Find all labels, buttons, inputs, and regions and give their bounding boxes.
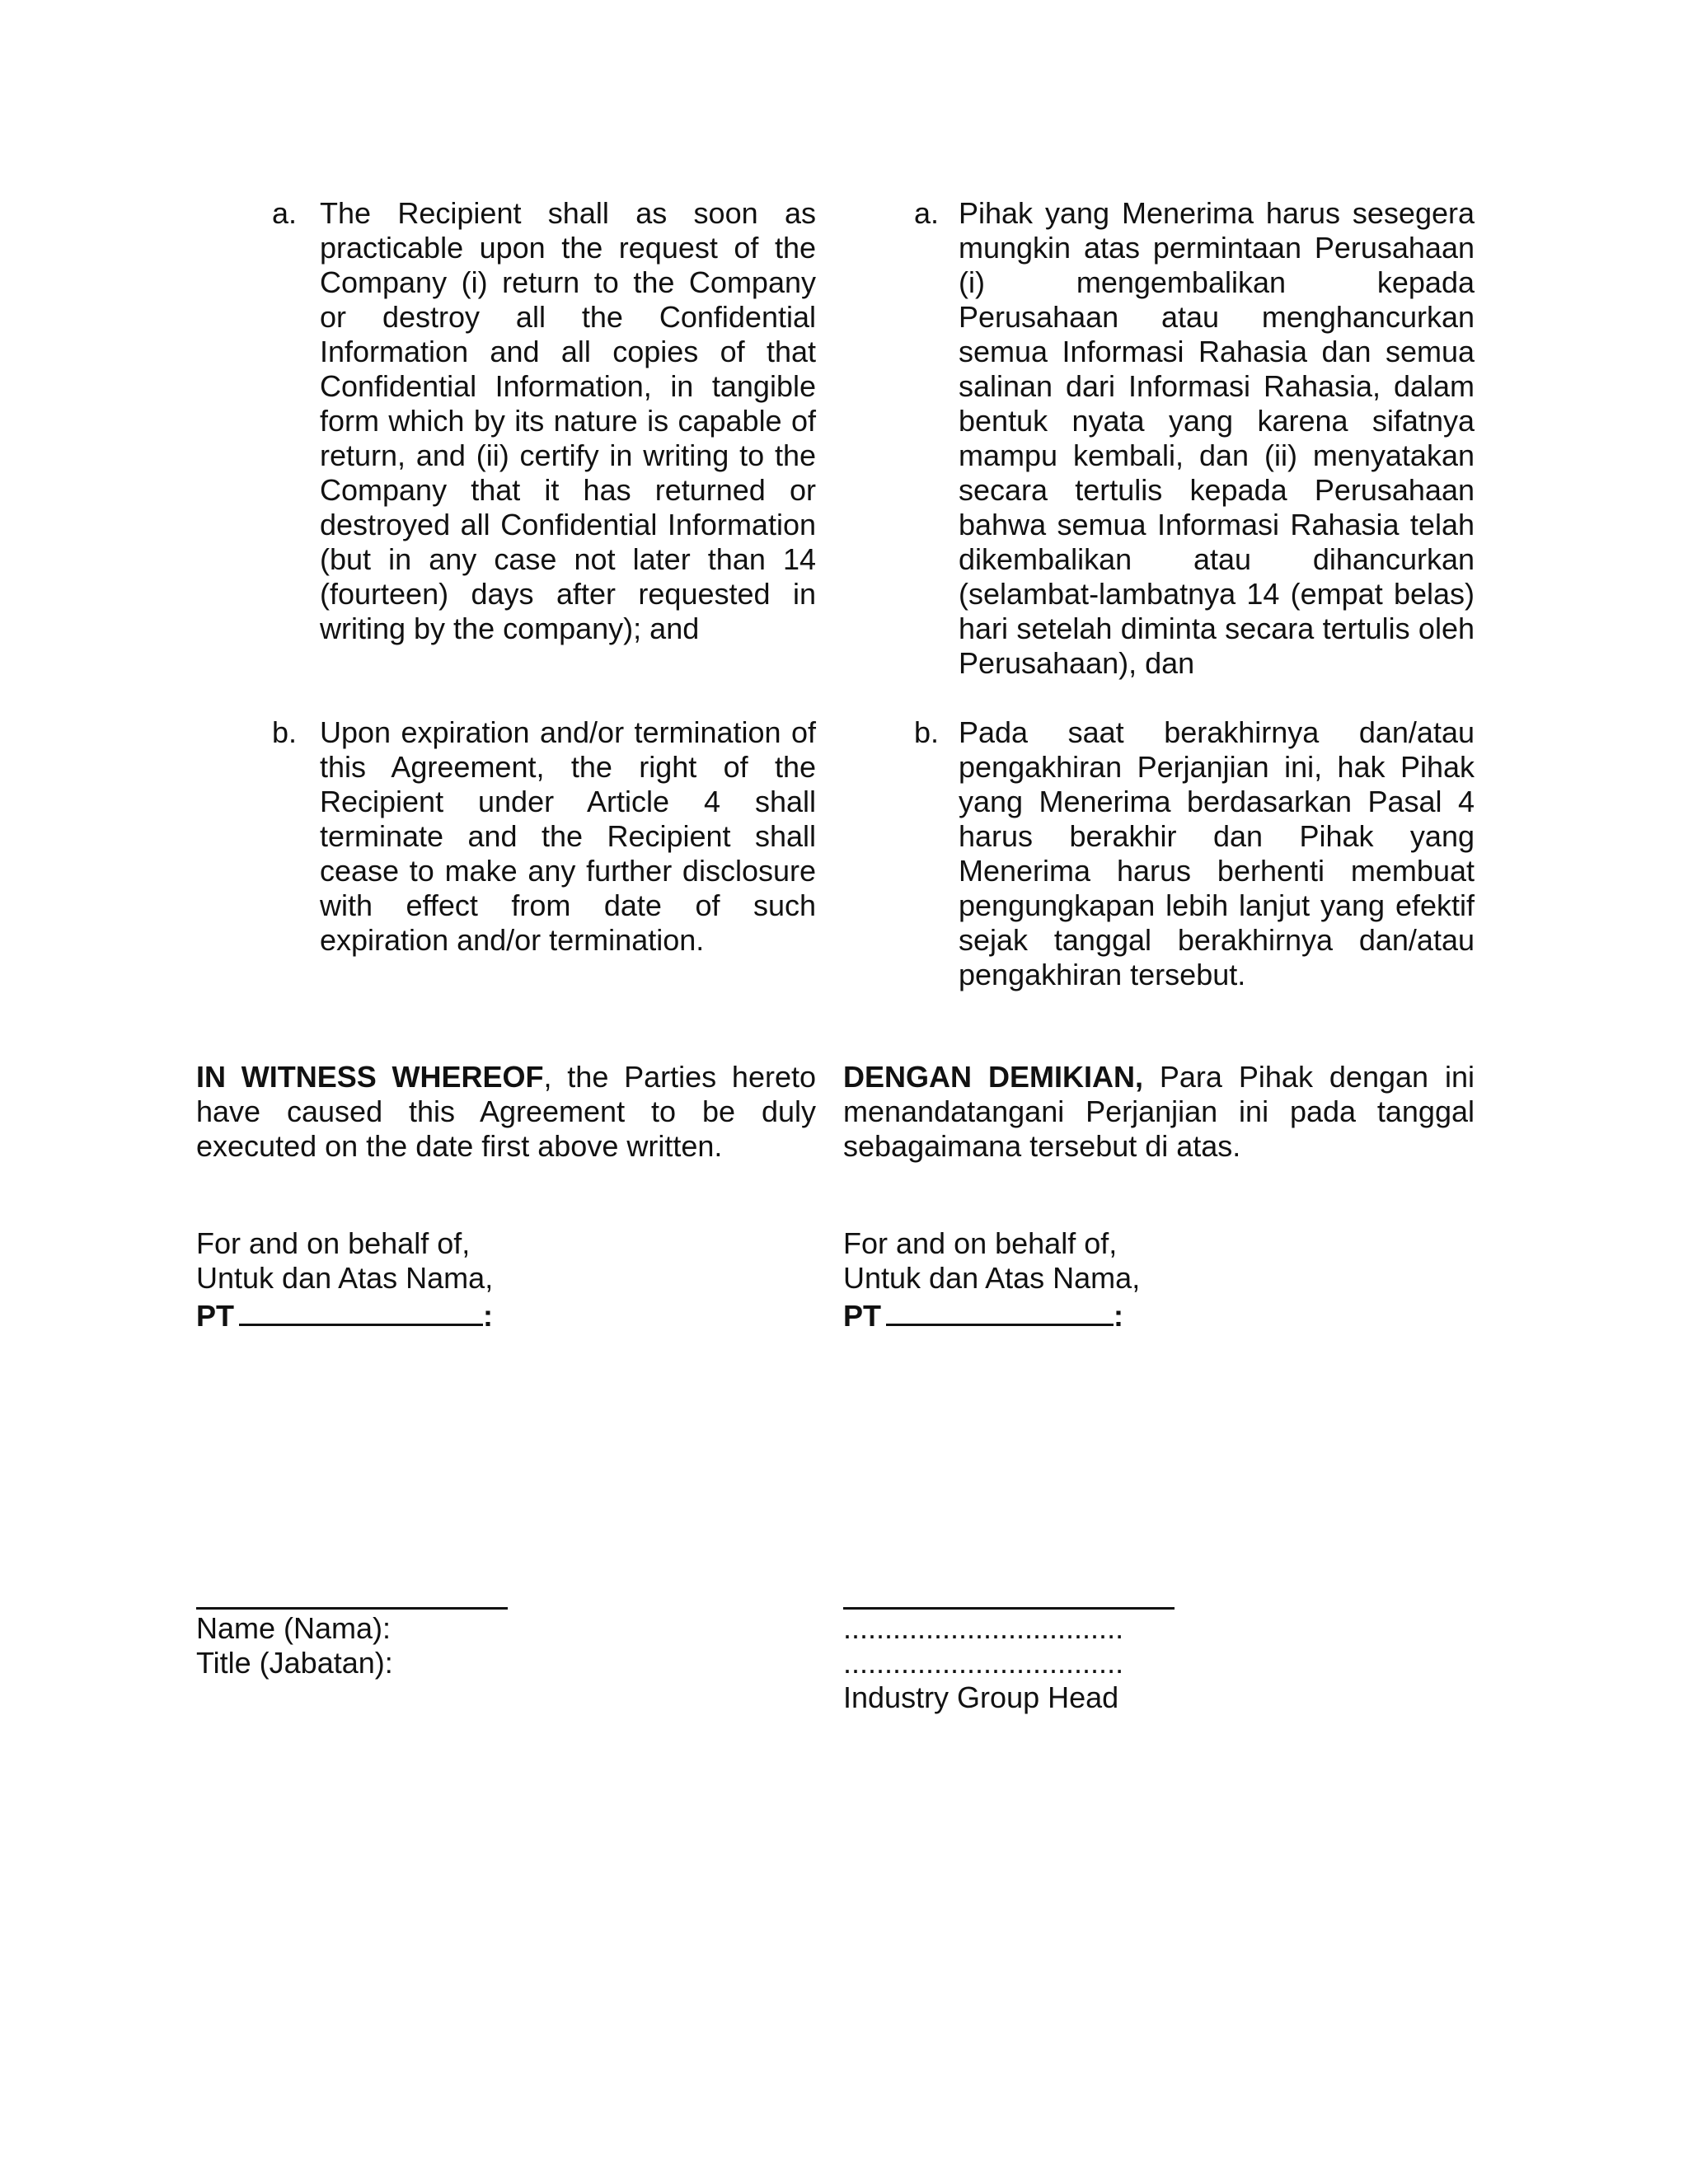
english-witness-heading: IN WITNESS WHEREOF [196,1060,544,1094]
english-behalf-line-2: Untuk dan Atas Nama, [196,1261,494,1295]
english-pt-suffix: : [483,1299,494,1333]
indonesian-item-b-marker: b. [914,715,940,749]
indonesian-company-line [843,1296,1475,1333]
indonesian-column [843,196,1475,1762]
english-pt-prefix: PT [196,1299,235,1333]
indonesian-behalf-line-1: For and on behalf of, [843,1226,1118,1260]
english-title-label: Title (Jabatan): [196,1646,393,1680]
english-witness-text: , the Parties hereto have caused this Agreement to be duly executed on the date first above written. [196,1060,816,1163]
indonesian-title-dots: .................................. [843,1646,1124,1680]
english-item-a [196,196,816,646]
indonesian-pt-prefix: PT [843,1299,882,1333]
indonesian-company-blank [886,1296,1114,1326]
english-name-label: Name (Nama): [196,1611,392,1645]
indonesian-item-b [843,715,1475,992]
english-witness-clause [196,1060,816,1164]
english-item-b [196,715,816,958]
english-behalf-line-1: For and on behalf of, [196,1226,471,1260]
indonesian-witness-heading: DENGAN DEMIKIAN, [843,1060,1143,1094]
indonesian-item-b-text: Pada saat berakhirnya dan/atau pengakhiran Perjanjian ini, hak Pihak yang Menerima berdasarkan Pasal 4 harus berakhir dan Pihak yang Menerima harus berhenti membuat pengungkapan lebih lanjut yang efektif sejak tanggal berakhirnya dan/atau pengakhiran tersebut. [959,715,1475,991]
english-column [196,196,816,1762]
english-signatory-details [196,1611,816,1680]
indonesian-name-dots: .................................. [843,1611,1124,1645]
indonesian-witness-clause [843,1060,1475,1164]
indonesian-behalf-line-2: Untuk dan Atas Nama, [843,1261,1141,1295]
english-company-blank [239,1296,483,1326]
english-company-line [196,1296,816,1333]
indonesian-item-a [843,196,1475,681]
english-item-a-marker: a. [272,196,298,230]
indonesian-pt-suffix: : [1114,1299,1124,1333]
english-item-a-text: The Recipient shall as soon as practicable upon the request of the Company (i) return to the Company or destroy all the Confidential Information and all copies of that Confidential Information, in tangible form which by its nature is capable of return, and (ii) certify in writing to the Company that it has returned or destroyed all Confidential Information (but in any case not later than 14 (fourteen) days after requested in writing by the company); and [320,196,816,645]
indonesian-title-text: Industry Group Head [843,1680,1119,1714]
indonesian-item-a-marker: a. [914,196,940,230]
indonesian-behalf-block [843,1226,1475,1333]
english-signature-line [196,1607,508,1610]
english-behalf-block [196,1226,816,1333]
indonesian-witness-text: Para Pihak dengan ini menandatangani Perjanjian ini pada tanggal sebagaimana tersebut di atas. [843,1060,1475,1163]
indonesian-signature-line [843,1607,1175,1610]
indonesian-item-a-text: Pihak yang Menerima harus sesegera mungkin atas permintaan Perusahaan (i) mengembalikan kepada Perusahaan atau menghancurkan semua Informasi Rahasia dan semua salinan dari Informasi Rahasia, dalam bentuk nyata yang karena sifatnya mampu kembali, dan (ii) menyatakan secara tertulis kepada Perusahaan bahwa semua Informasi Rahasia telah dikembalikan atau dihancurkan (selambat-lambatnya 14 (empat belas) hari setelah diminta secara tertulis oleh Perusahaan), dan [959,196,1475,680]
english-item-b-marker: b. [272,715,298,749]
indonesian-signatory-details [843,1611,1475,1715]
english-item-b-text: Upon expiration and/or termination of this Agreement, the right of the Recipient under Article 4 shall terminate and the Recipient shall cease to make any further disclosure with effect from date of such expiration and/or termination. [320,715,816,957]
